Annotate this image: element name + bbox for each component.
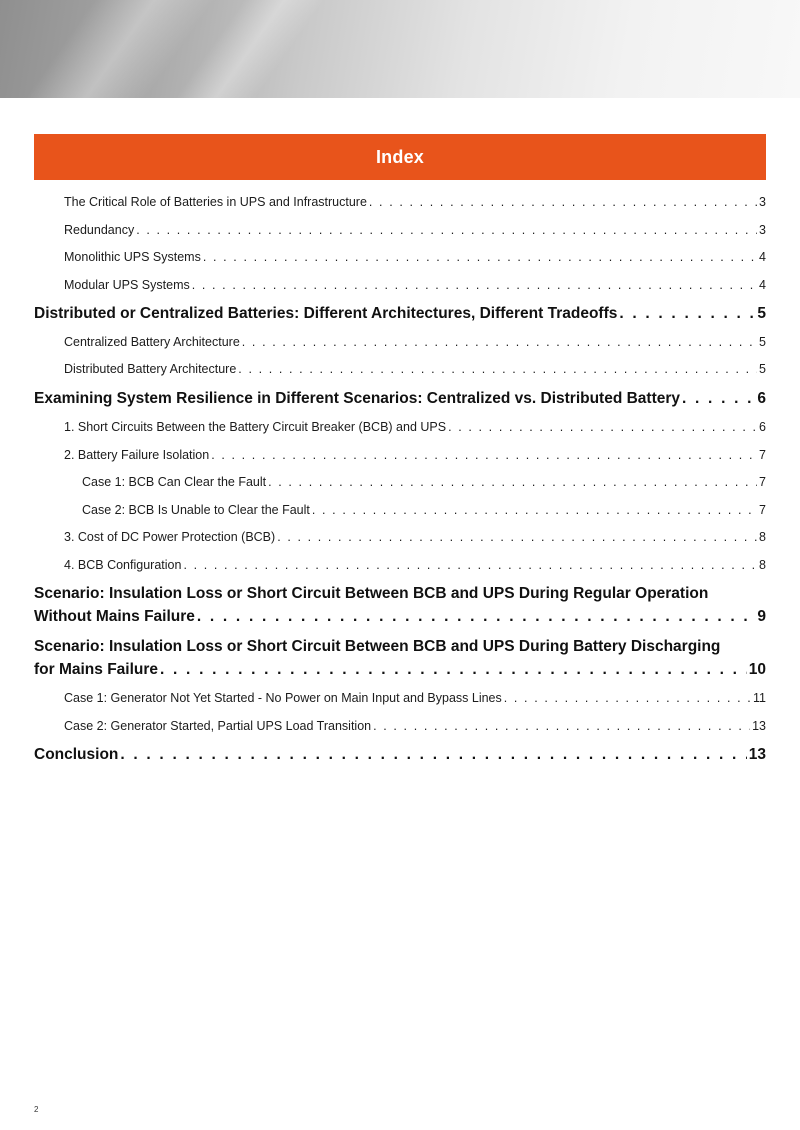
toc-section-entry[interactable]: [34, 608, 766, 626]
toc-entry-page: 5: [757, 305, 766, 322]
toc-leader-dots: [197, 608, 755, 626]
toc-entry-label: Examining System Resilience in Different Scenarios: Centralized vs. Distributed Battery: [34, 390, 681, 407]
toc-entry-label: 4. BCB Configuration: [64, 558, 182, 572]
toc-entry[interactable]: [64, 335, 766, 349]
toc-entry[interactable]: [64, 558, 766, 572]
toc-entry[interactable]: [64, 278, 766, 292]
toc-leader-dots: [682, 390, 755, 408]
page-number: 2: [34, 1105, 39, 1114]
toc-entry-label: Monolithic UPS Systems: [64, 250, 201, 264]
toc-entry-label: Case 2: Generator Started, Partial UPS Load Transition: [64, 719, 372, 733]
toc-entry[interactable]: [64, 719, 766, 733]
toc-entry-page: 3: [759, 223, 766, 237]
toc-entry-page: 6: [759, 420, 766, 434]
toc-entry-page: 5: [759, 362, 766, 376]
toc-entry-label: Case 1: Generator Not Yet Started - No Power on Main Input and Bypass Lines: [64, 691, 502, 705]
toc-leader-dots: [312, 503, 757, 517]
toc-entry-label: Case 1: BCB Can Clear the Fault: [82, 475, 267, 489]
toc-entry[interactable]: [64, 420, 766, 434]
toc-entry-page: 3: [759, 195, 766, 209]
toc-leader-dots: [120, 746, 746, 764]
toc-entry-page: 7: [759, 475, 766, 489]
toc-leader-dots: [160, 661, 747, 679]
toc-entry-label: Case 2: BCB Is Unable to Clear the Fault: [82, 503, 310, 517]
toc-entry-label: 2. Battery Failure Isolation: [64, 448, 210, 462]
toc-leader-dots: [192, 278, 757, 292]
toc-leader-dots: [369, 195, 757, 209]
toc-entry[interactable]: [64, 362, 766, 376]
toc-leader-dots: [242, 335, 757, 349]
toc-entry-page: 4: [759, 250, 766, 264]
toc-entry-label: Redundancy: [64, 223, 135, 237]
toc-section-entry[interactable]: [34, 661, 766, 679]
toc-leader-dots: [136, 223, 757, 237]
toc-leader-dots: [268, 475, 757, 489]
toc-entry-page: 7: [759, 448, 766, 462]
toc-section-label-line1[interactable]: Scenario: Insulation Loss or Short Circuit Between BCB and UPS During Battery Discharging: [34, 638, 721, 655]
toc-entry-label: for Mains Failure: [34, 661, 159, 678]
toc-entry[interactable]: [64, 448, 766, 462]
toc-entry-label: Centralized Battery Architecture: [64, 335, 240, 349]
toc-entry-page: 7: [759, 503, 766, 517]
toc-leader-dots: [183, 558, 757, 572]
toc-entry-page: 8: [759, 558, 766, 572]
index-title: Index: [375, 146, 424, 167]
toc-section-label-line1[interactable]: Scenario: Insulation Loss or Short Circuit Between BCB and UPS During Regular Operation: [34, 585, 709, 602]
index-header-bar: [34, 134, 766, 180]
toc-entry[interactable]: [64, 691, 766, 705]
toc-entry-label: The Critical Role of Batteries in UPS and Infrastructure: [64, 195, 367, 209]
toc-entry-label: Conclusion: [34, 746, 119, 763]
toc-entry-page: 9: [757, 608, 766, 625]
toc-leader-dots: [238, 362, 757, 376]
toc-entry-page: 8: [759, 530, 766, 544]
toc-entry-page: 5: [759, 335, 766, 349]
toc-entry-page: 10: [748, 661, 766, 678]
toc-entry-page: 11: [753, 691, 766, 705]
toc-entry-label: Modular UPS Systems: [64, 278, 190, 292]
toc-entry-label: Distributed or Centralized Batteries: Different Architectures, Different Tradeoffs: [34, 305, 618, 322]
toc-entry-page: 6: [757, 390, 766, 407]
toc-entry-page: 13: [748, 746, 766, 763]
toc-entry-label: 1. Short Circuits Between the Battery Circuit Breaker (BCB) and UPS: [64, 420, 447, 434]
toc-leader-dots: [373, 719, 750, 733]
toc-section-entry[interactable]: [34, 305, 766, 323]
toc-leader-dots: [448, 420, 757, 434]
toc-subentry[interactable]: [82, 475, 766, 489]
toc-subentry[interactable]: [82, 503, 766, 517]
toc-leader-dots: [203, 250, 757, 264]
toc-entry[interactable]: [64, 530, 766, 544]
toc-section-entry[interactable]: [34, 390, 766, 408]
toc-entry[interactable]: [64, 223, 766, 237]
header-gradient-band: [0, 0, 800, 98]
toc-entry[interactable]: [64, 195, 766, 209]
toc-leader-dots: [211, 448, 757, 462]
toc-leader-dots: [619, 305, 755, 323]
toc-entry-label: Without Mains Failure: [34, 608, 195, 625]
toc-entry-label: Distributed Battery Architecture: [64, 362, 237, 376]
toc-leader-dots: [277, 530, 757, 544]
toc-entry[interactable]: [64, 250, 766, 264]
toc-entry-page: 4: [759, 278, 766, 292]
toc-leader-dots: [504, 691, 751, 705]
toc-entry-label: 3. Cost of DC Power Protection (BCB): [64, 530, 276, 544]
toc-entry-page: 13: [752, 719, 766, 733]
toc-section-entry[interactable]: [34, 746, 766, 764]
